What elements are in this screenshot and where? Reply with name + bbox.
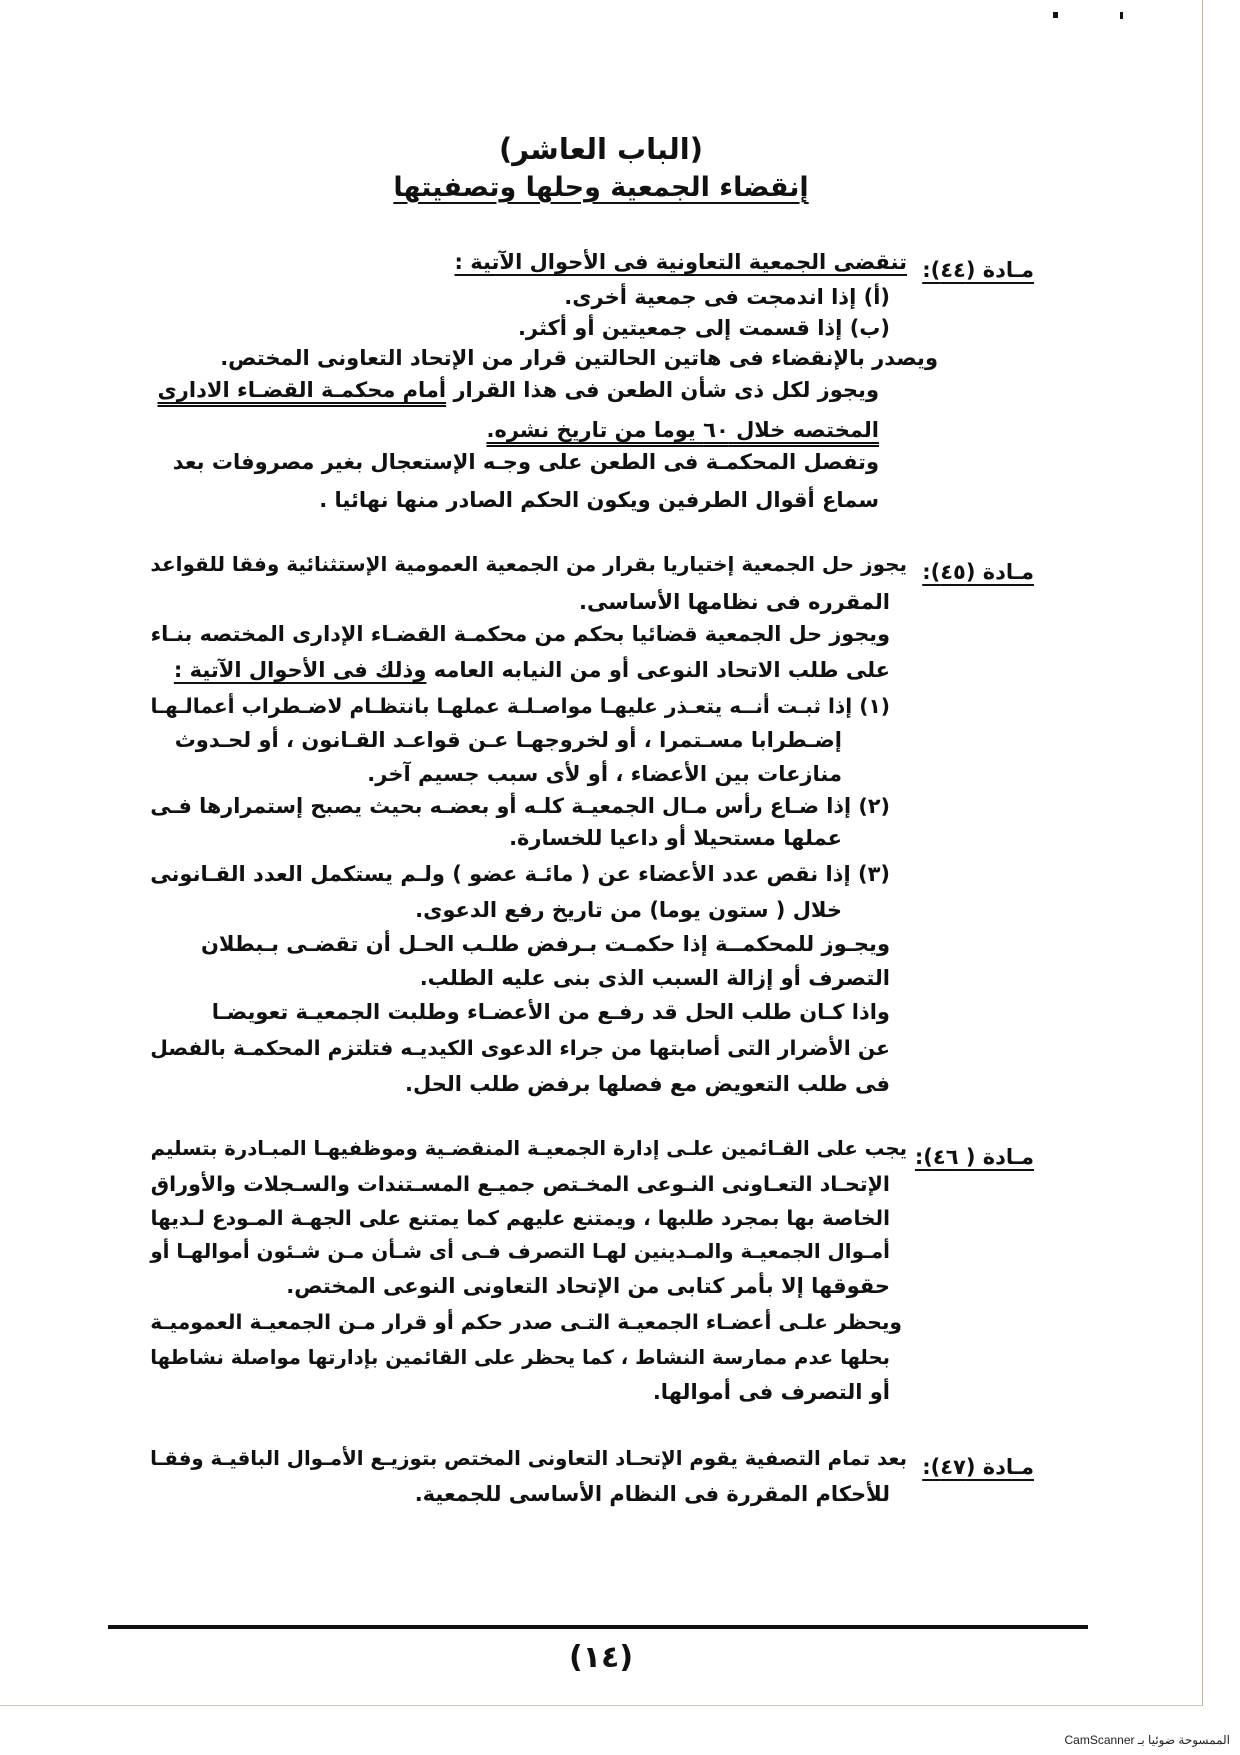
article-text-segment: ويجوز لكل ذى شأن الطعن فى هذا القرار [453,378,879,402]
article-text-segment: على طلب الاتحاد النوعى أو من النيابه العامه [433,658,890,682]
article-text-line: يجب على القـائمين علـى إدارة الجمعيـة المنقضـية وموظفيهـا المبـادرة بتسليم [150,1137,907,1160]
chapter-subtitle-text: إنقضاء الجمعية وحلها وتصفيتها [393,172,809,203]
scan-speck [1053,12,1058,18]
article-text-line: الإتحـاد التعـاونى النـوعى المخـتص جميـع المسـتندات والسـجلات والأوراق [150,1172,890,1196]
article-text-line: للأحكام المقررة فى النظام الأساسى للجمعية. [414,1482,890,1506]
page-number: (١٤) [568,1640,634,1675]
article-text-segment-underlined: أمام محكمـة القضـاء الادارى [157,378,447,402]
article-text-line: سماع أقوال الطرفين ويكون الحكم الصادر منها نهائيا . [319,488,879,512]
article-text-line: الخاصة بها بمجرد طلبها ، ويمتنع عليهم كما يمتنع على الجهـة المـودع لـديها [150,1206,890,1230]
article-text-line: أمـوال الجمعيـة والمـدينين لهـا التصرف فـى أى شـأن مـن شـئون أموالهـا أو [150,1240,890,1263]
article-list-item: (١) إذا ثبـت أنــه يتعـذر عليهـا مواصـلـة عملهـا بانتظـام لاضـطراب أعمالـهـا [150,694,890,718]
article-text-line [158,378,879,402]
article-list-item-cont: خلال ( ستون يوما) من تاريخ رفع الدعوى. [415,898,842,922]
article-list-item-cont: عملها مستحيلا أو داعيا للخسارة. [509,826,842,850]
footer-divider [108,1625,1088,1629]
article-label: مـادة (٤٥): [922,560,1034,584]
article-text-line: فى طلب التعويض مع فصلها برفض طلب الحل. [405,1072,890,1096]
article-text-line: المقرره فى نظامها الأساسى. [579,590,890,614]
article-label: مـادة (٤٧): [922,1455,1034,1479]
article-label: مـادة ( ٤٦): [914,1145,1034,1169]
article-text-line: ويجوز حل الجمعية قضائيا بحكم من محكمـة القضـاء الإدارى المختصه بنـاء [150,622,890,646]
article-text-line: تنقضى الجمعية التعاونية فى الأحوال الآتية : [454,250,907,274]
article-text-line [174,658,890,682]
chapter-subtitle [0,172,1202,203]
scan-speck [1120,12,1123,19]
article-text-line: (ب) إذا قسمت إلى جمعيتين أو أكثر. [517,316,890,340]
scanner-watermark: الممسوحة ضوئيا بـ CamScanner [1064,1733,1230,1747]
article-text-line: ويجـوز للمحكمــة إذا حكمـت بـرفض طلـب الحـل أن تقضـى بـبطلان [201,932,890,956]
article-text-line: وتفصل المحكمـة فى الطعن على وجـه الإستعجال بغير مصروفات بعد [172,450,879,474]
article-text-line: ويصدر بالإنقضاء فى هاتين الحالتين قرار من الإتحاد التعاونى المختص. [220,346,938,370]
article-list-item: (٢) إذا ضـاع رأس مـال الجمعيـة كلـه أو بعضـه بحيث يصبح إستمرارها فـى [150,794,890,818]
article-list-item-cont: إضـطرابا مسـتمرا ، أو لخروجهـا عـن قواعـد القـانون ، أو لحـدوث [174,728,842,752]
article-text-line: التصرف أو إزالة السبب الذى بنى عليه الطلب. [419,966,890,990]
article-text-line: بعد تمام التصفية يقوم الإتحـاد التعاونى المختص بتوزيـع الأمـوال الباقيـة وفقـا [150,1447,907,1470]
chapter-title: (الباب العاشر) [499,132,703,166]
article-label: مـادة (٤٤): [922,258,1034,282]
article-list-item-cont: منازعات بين الأعضاء ، أو لأى سبب جسيم آخر. [367,762,842,786]
article-text-line: واذا كـان طلب الحل قد رفـع من الأعضـاء وطلبت الجمعيـة تعويضـا [211,1000,890,1024]
article-text-line: (أ) إذا اندمجت فى جمعية أخرى. [564,285,890,309]
article-text-line: يجوز حل الجمعية إختياريا بقرار من الجمعية العمومية الإستثنائية وفقا للقواعد [150,552,907,576]
article-text-line: حقوقها إلا بأمر كتابى من الإتحاد التعاونى النوعى المختص. [286,1274,890,1298]
article-text-line: عن الأضرار التى أصابتها من جراء الدعوى الكيديـه فتلتزم المحكمـة بالفصل [150,1036,890,1060]
article-text-line: أو التصرف فى أموالها. [652,1380,890,1404]
article-text-line: ويحظر علـى أعضـاء الجمعيـة التـى صدر حكم أو قرار مـن الجمعيـة العموميـة [150,1310,902,1334]
article-text-line: المختصه خلال ٦٠ يوما من تاريخ نشره. [486,418,879,442]
article-list-item: (٣) إذا نقص عدد الأعضاء عن ( مائـة عضو ) ولـم يستكمل العدد القـانونى [150,862,890,886]
article-text-segment-underlined: وذلك فى الأحوال الآتية : [173,658,427,682]
article-text-line: بحلها عدم ممارسة النشاط ، كما يحظر على القائمين بإدارتها مواصلة نشاطها [150,1346,890,1369]
